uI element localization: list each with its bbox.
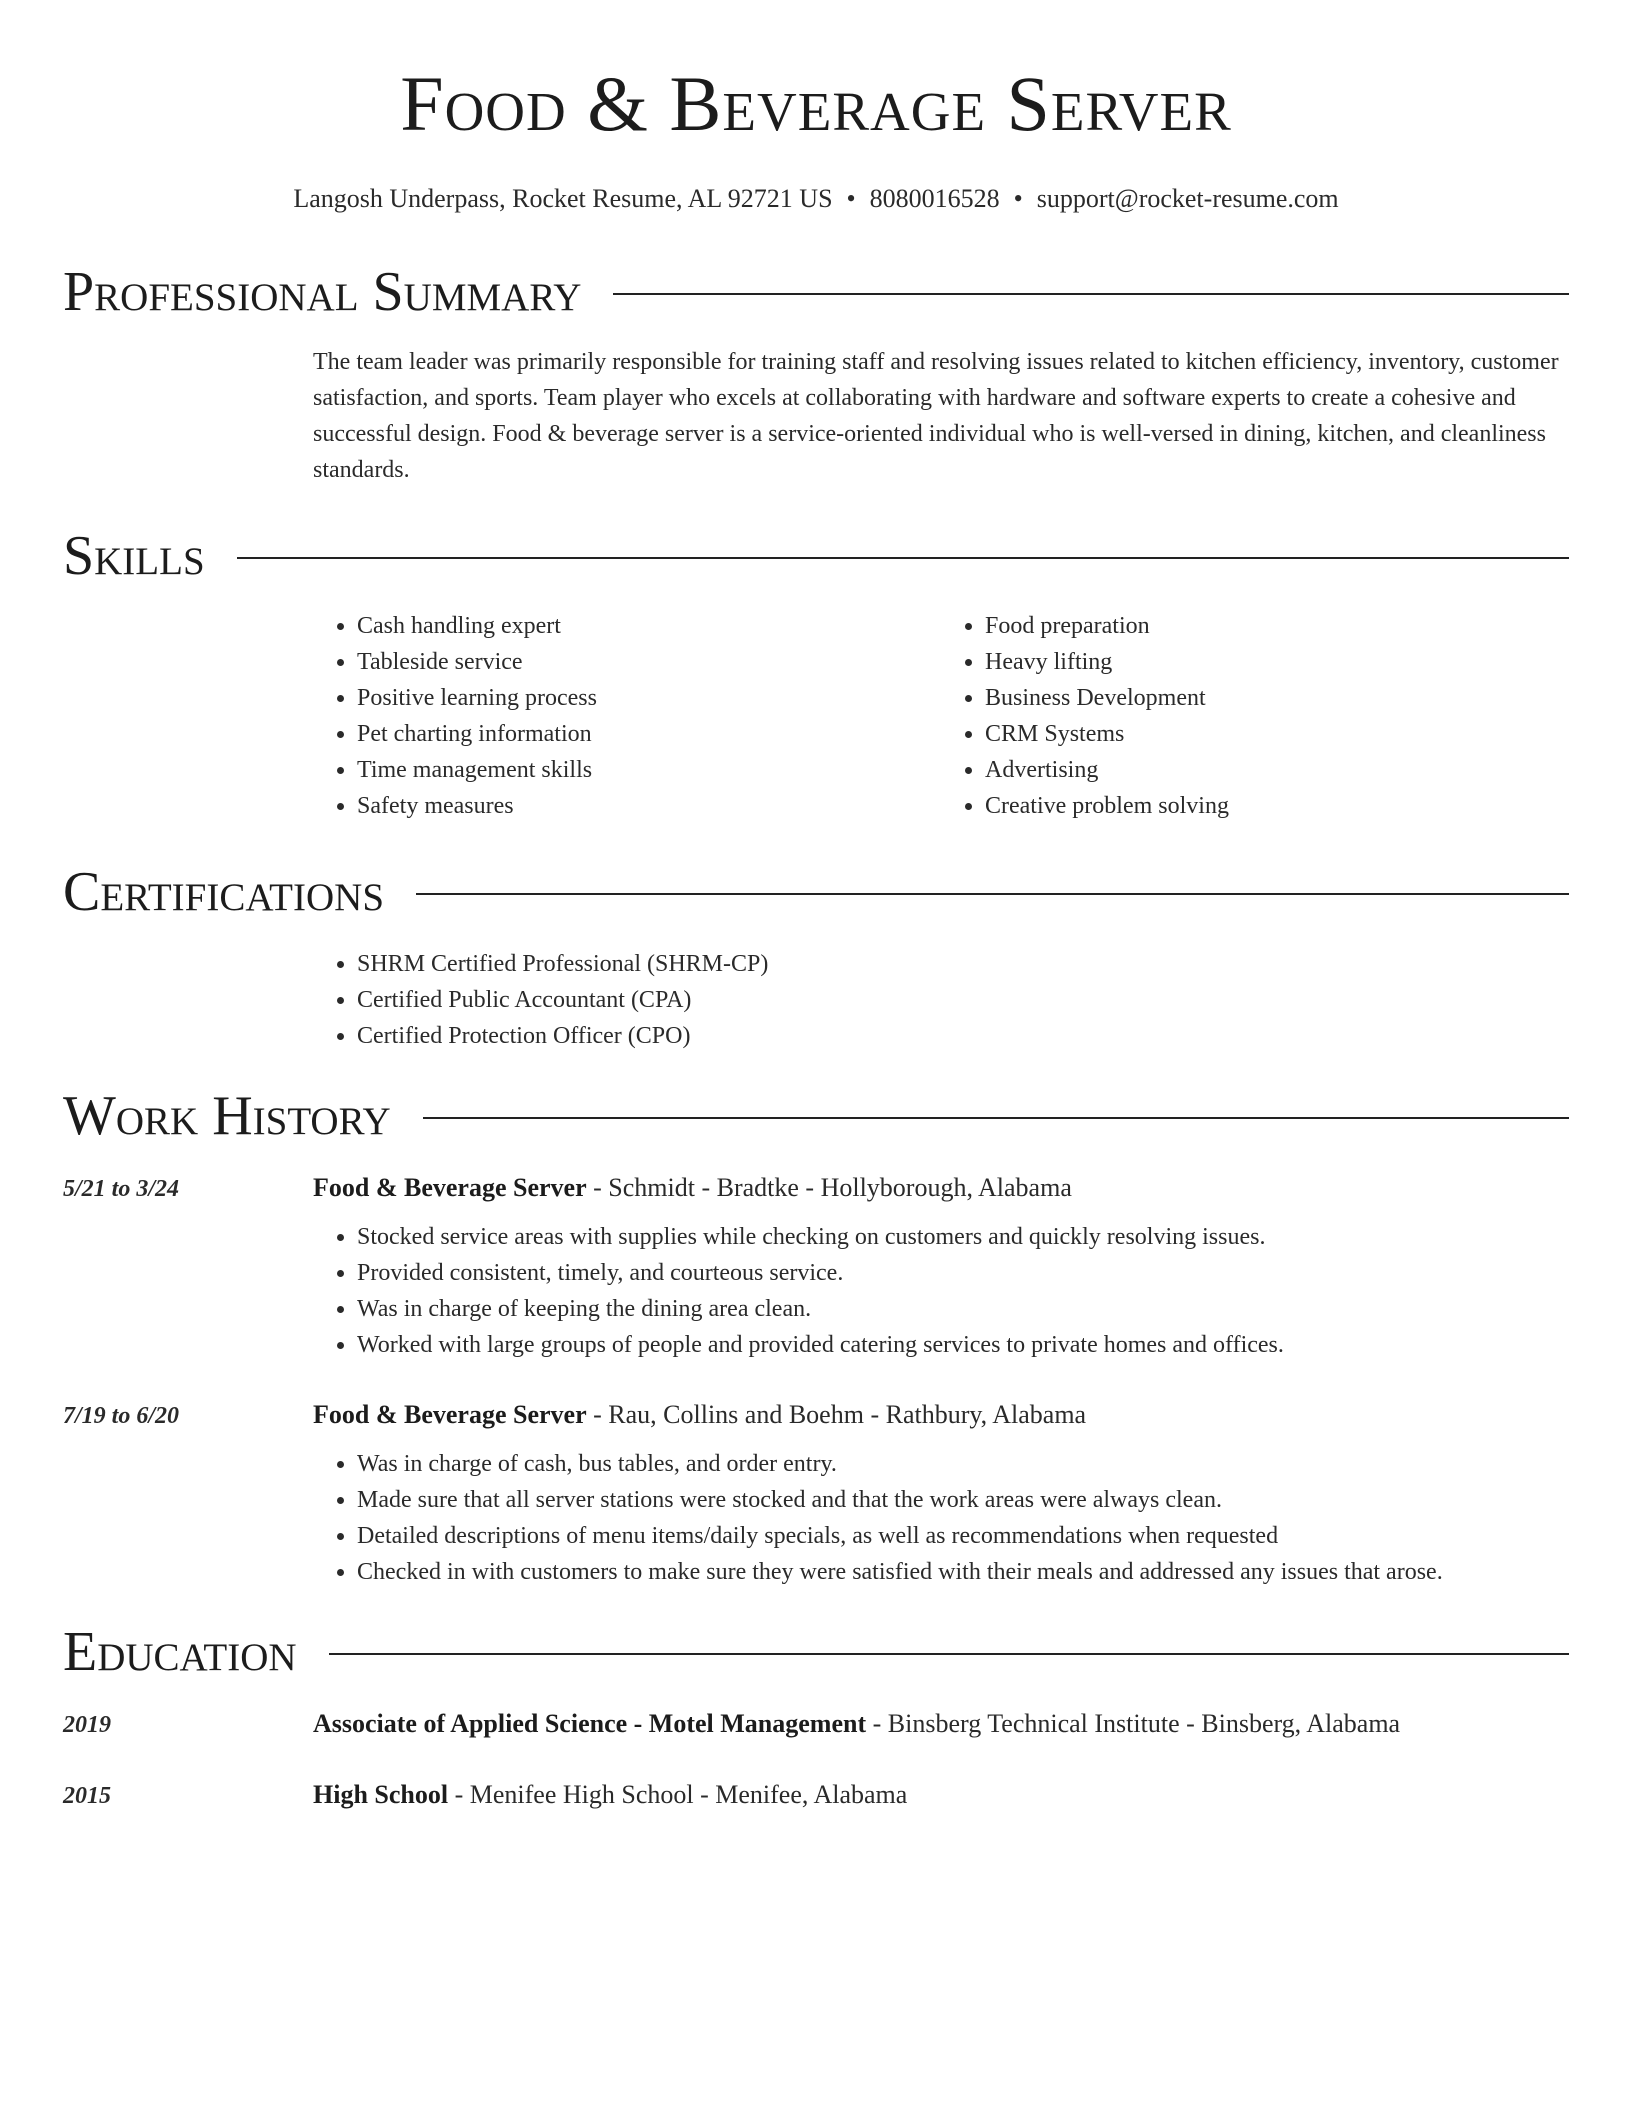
- contact-address: Langosh Underpass, Rocket Resume, AL 92721 US: [293, 184, 833, 213]
- job-details: - Schmidt - Bradtke - Hollyborough, Alabama: [586, 1173, 1072, 1202]
- education-year: 2015: [63, 1783, 111, 1809]
- education-details: - Menifee High School - Menifee, Alabama: [448, 1780, 908, 1809]
- education-heading: Education: [63, 1621, 297, 1683]
- job-bullets: [313, 1446, 1569, 1590]
- job-bullet: • Worked with large groups of people and provided catering services to private homes and offices.: [357, 1327, 1569, 1363]
- certifications-section-header: [63, 860, 1569, 924]
- job-header: [63, 1170, 1569, 1207]
- education-year: 2019: [63, 1712, 111, 1738]
- job-dates: 7/19 to 6/20: [63, 1403, 180, 1429]
- skill-item: • Safety measures: [357, 788, 941, 824]
- certifications-heading: Certifications: [63, 861, 385, 923]
- education-degree: High School: [313, 1780, 449, 1809]
- skill-item: • Tableside service: [357, 644, 941, 680]
- job-bullet: • Made sure that all server stations were stocked and that the work areas were always clean.: [357, 1482, 1569, 1518]
- job-title: Food & Beverage Server: [313, 1173, 587, 1202]
- certifications-list: [313, 946, 1569, 1054]
- contact-separator: •: [846, 184, 856, 213]
- education-section-header: [63, 1620, 1569, 1684]
- skill-item: • Creative problem solving: [985, 788, 1569, 824]
- work-section-header: [63, 1084, 1569, 1148]
- job-heading: [313, 1170, 1072, 1206]
- certification-item: • Certified Protection Officer (CPO): [357, 1018, 1569, 1054]
- job-heading: [313, 1397, 1086, 1433]
- contact-separator: •: [1013, 184, 1023, 213]
- contact-line: [63, 182, 1569, 216]
- skill-item: • Cash handling expert: [357, 608, 941, 644]
- section-divider: [329, 1653, 1569, 1655]
- job-title: Food & Beverage Server: [313, 1400, 587, 1429]
- certification-item: • Certified Public Accountant (CPA): [357, 982, 1569, 1018]
- skills-list-right: [941, 608, 1569, 824]
- skill-item: • Food preparation: [985, 608, 1569, 644]
- job-bullet: • Stocked service areas with supplies while checking on customers and quickly resolving issues.: [357, 1219, 1569, 1255]
- section-divider: [237, 557, 1569, 559]
- section-divider: [416, 893, 1569, 895]
- contact-email: support@rocket-resume.com: [1036, 184, 1339, 213]
- education-heading-line: [313, 1706, 1400, 1742]
- job-entry: [63, 1170, 1569, 1363]
- skills-list-left: [313, 608, 941, 824]
- job-bullets: [313, 1219, 1569, 1363]
- education-entry: [63, 1777, 1569, 1814]
- job-bullet: • Was in charge of keeping the dining area clean.: [357, 1291, 1569, 1327]
- job-bullet: • Was in charge of cash, bus tables, and order entry.: [357, 1446, 1569, 1482]
- contact-phone: 8080016528: [869, 184, 1000, 213]
- education-heading-line: [313, 1777, 907, 1813]
- skill-item: • Pet charting information: [357, 716, 941, 752]
- summary-text: The team leader was primarily responsible for training staff and resolving issues related to kitchen efficiency, inventory, customer satisfaction, and sports. Team player who excels at collaborating with hardware and software experts to create a cohesive and successful design. Food & beverage server is a service-oriented individual who is well-versed in dining, kitchen, and cleanliness standards.: [313, 349, 1559, 483]
- job-bullet-list: [313, 1219, 1569, 1363]
- skill-item: • CRM Systems: [985, 716, 1569, 752]
- job-bullet: • Provided consistent, timely, and courteous service.: [357, 1255, 1569, 1291]
- skills-grid: [313, 608, 1569, 824]
- resume-title: Food & Beverage Server: [400, 60, 1232, 147]
- education-degree: Associate of Applied Science - Motel Management: [313, 1709, 867, 1738]
- job-header: [63, 1397, 1569, 1434]
- summary-section-header: [63, 260, 1569, 324]
- skill-item: • Heavy lifting: [985, 644, 1569, 680]
- skill-item: • Advertising: [985, 752, 1569, 788]
- skill-item: • Business Development: [985, 680, 1569, 716]
- work-heading: Work History: [63, 1085, 391, 1147]
- job-details: - Rau, Collins and Boehm - Rathbury, Alabama: [586, 1400, 1087, 1429]
- section-divider: [423, 1117, 1569, 1119]
- skills-heading: Skills: [63, 525, 205, 587]
- certifications-bullets: [313, 946, 1569, 1054]
- summary-heading: Professional Summary: [63, 261, 582, 323]
- job-bullet-list: [313, 1446, 1569, 1590]
- skill-item: • Positive learning process: [357, 680, 941, 716]
- job-bullet: • Detailed descriptions of menu items/daily specials, as well as recommendations when requested: [357, 1518, 1569, 1554]
- job-dates: 5/21 to 3/24: [63, 1176, 180, 1202]
- skills-section-header: [63, 524, 1569, 588]
- education-entry: [63, 1706, 1569, 1743]
- skill-item: • Time management skills: [357, 752, 941, 788]
- job-bullet: • Checked in with customers to make sure they were satisfied with their meals and addressed any issues that arose.: [357, 1554, 1569, 1590]
- section-divider: [613, 293, 1569, 295]
- education-details: - Binsberg Technical Institute - Binsberg, Alabama: [866, 1709, 1401, 1738]
- certification-item: • SHRM Certified Professional (SHRM-CP): [357, 946, 1569, 982]
- job-entry: [63, 1397, 1569, 1590]
